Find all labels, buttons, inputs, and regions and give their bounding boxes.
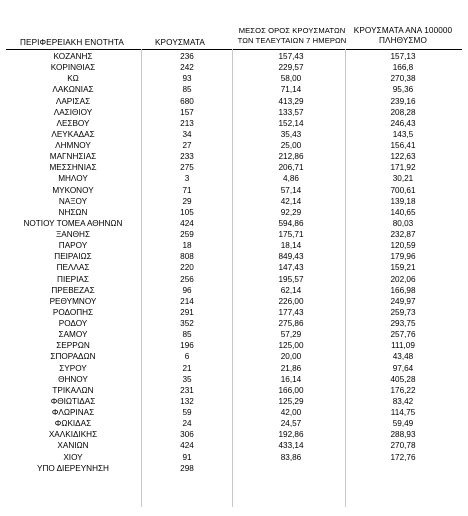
cell-per-100000: 159,21 xyxy=(390,263,416,273)
cell-7day-average: 62,14 xyxy=(280,285,302,295)
cell-cases: 93 xyxy=(182,74,192,84)
cell-cases: 298 xyxy=(180,463,194,473)
cell-per-100000: 120,59 xyxy=(390,241,416,251)
cell-7day-average: 71,14 xyxy=(280,85,302,95)
cell-region: ΧΑΛΚΙΔΙΚΗΣ xyxy=(48,430,98,440)
table-row xyxy=(0,429,468,440)
cell-cases: 34 xyxy=(182,129,192,139)
cell-region: ΜΕΣΣΗΝΙΑΣ xyxy=(49,163,97,173)
cell-cases: 242 xyxy=(180,63,194,73)
table-row xyxy=(0,151,468,162)
cell-region: ΝΟΤΙΟΥ ΤΟΜΕΑ ΑΘΗΝΩΝ xyxy=(23,218,123,228)
cell-7day-average: 57,29 xyxy=(280,330,302,340)
cell-region: ΡΕΘΥΜΝΟΥ xyxy=(49,296,97,306)
cell-per-100000: 97,64 xyxy=(392,363,414,373)
cell-per-100000: 179,96 xyxy=(390,252,416,262)
cell-region: ΦΩΚΙΔΑΣ xyxy=(54,419,92,429)
cell-cases: 59 xyxy=(182,408,192,417)
cell-7day-average: 24,57 xyxy=(280,419,302,429)
cell-region: ΡΟΔΟΠΗΣ xyxy=(52,307,94,317)
cell-7day-average: 175,71 xyxy=(278,230,304,239)
table-row xyxy=(0,207,468,218)
cell-cases: 85 xyxy=(182,85,192,95)
cell-cases: 424 xyxy=(180,218,194,228)
cell-per-100000: 293,75 xyxy=(390,319,416,328)
cell-per-100000: 700,61 xyxy=(390,185,416,195)
cell-region: ΜΗΛΟΥ xyxy=(58,174,88,184)
header-per-100000-line2: ΠΛΗΘΥΣΜΟ xyxy=(379,36,427,45)
cell-cases: 306 xyxy=(180,430,194,440)
table-row xyxy=(0,440,468,451)
cell-per-100000: 232,87 xyxy=(390,230,416,239)
cell-cases: 24 xyxy=(182,419,192,429)
cell-7day-average: 433,14 xyxy=(278,441,304,451)
cell-per-100000: 143,5 xyxy=(392,129,414,139)
table-row xyxy=(0,51,468,62)
cell-per-100000: 171,92 xyxy=(390,163,416,173)
table-row xyxy=(0,385,468,396)
cell-7day-average: 849,43 xyxy=(278,252,304,262)
cell-region: ΝΗΣΩΝ xyxy=(58,207,88,217)
cell-region: ΝΑΞΟΥ xyxy=(58,196,88,206)
table-row xyxy=(0,229,468,240)
header-region: ΠΕΡΙΦΕΡΕΙΑΚΗ ΕΝΟΤΗΤΑ xyxy=(20,38,124,47)
table-row xyxy=(0,374,468,385)
cell-7day-average: 16,14 xyxy=(280,374,302,384)
cell-7day-average: 42,00 xyxy=(280,408,302,417)
cell-cases: 27 xyxy=(182,141,192,150)
cell-region: ΧΙΟΥ xyxy=(63,452,83,462)
cell-region: ΤΡΙΚΑΛΩΝ xyxy=(52,385,94,395)
table-row xyxy=(0,307,468,318)
cell-region: ΜΑΓΝΗΣΙΑΣ xyxy=(49,152,97,162)
cell-cases: 256 xyxy=(180,274,194,284)
cell-per-100000: 43,48 xyxy=(392,352,414,362)
cell-region: ΛΑΡΙΣΑΣ xyxy=(55,96,91,106)
cell-region: ΛΑΣΙΘΙΟΥ xyxy=(53,107,93,117)
table-row xyxy=(0,118,468,129)
table-row xyxy=(0,285,468,296)
cell-per-100000: 95,36 xyxy=(392,85,414,95)
cell-cases: 231 xyxy=(180,385,194,395)
table-row xyxy=(0,363,468,374)
table-row xyxy=(0,73,468,84)
cell-cases: 275 xyxy=(180,163,194,173)
cell-region: ΥΠΟ ΔΙΕΡΕΥΝΗΣΗ xyxy=(37,463,109,473)
cell-7day-average: 83,86 xyxy=(280,452,302,462)
cell-7day-average: 42,14 xyxy=(280,196,302,206)
table-row xyxy=(0,218,468,229)
cell-per-100000: 83,42 xyxy=(392,396,414,406)
header-per-100000-line1: ΚΡΟΥΣΜΑΤΑ ΑΝΑ 100000 xyxy=(353,26,453,35)
cell-7day-average: 133,57 xyxy=(278,107,304,117)
cell-cases: 6 xyxy=(184,352,190,362)
header-7day-average-line1: ΜΕΣΟΣ ΟΡΟΣ ΚΡΟΥΣΜΑΤΩΝ xyxy=(238,26,346,35)
cell-cases: 220 xyxy=(180,263,194,273)
cell-7day-average: 166,00 xyxy=(278,385,304,395)
cell-region: ΡΟΔΟΥ xyxy=(58,319,88,328)
header-divider xyxy=(6,49,462,50)
header-7day-average xyxy=(232,26,352,46)
table-header xyxy=(0,0,468,52)
cell-per-100000: 249,97 xyxy=(390,296,416,306)
cell-region: ΧΑΝΙΩΝ xyxy=(57,441,89,451)
cell-7day-average: 157,43 xyxy=(278,52,304,61)
cell-cases: 35 xyxy=(182,374,192,384)
cell-7day-average: 594,86 xyxy=(278,218,304,228)
cell-cases: 3 xyxy=(184,174,190,184)
table-row xyxy=(0,351,468,362)
cell-7day-average: 25,00 xyxy=(280,141,302,150)
table-row xyxy=(0,240,468,251)
cell-region: ΜΥΚΟΝΟΥ xyxy=(52,185,94,195)
cell-7day-average: 125,29 xyxy=(278,396,304,406)
table-row xyxy=(0,463,468,474)
table-row xyxy=(0,84,468,95)
header-per-100000 xyxy=(344,26,462,46)
cell-per-100000: 172,76 xyxy=(390,452,416,462)
table-row xyxy=(0,296,468,307)
cell-7day-average: 413,29 xyxy=(278,96,304,106)
cell-region: ΚΩ xyxy=(67,74,79,84)
table-row xyxy=(0,407,468,418)
cell-region: ΛΑΚΩΝΙΑΣ xyxy=(52,85,94,95)
cell-cases: 71 xyxy=(182,185,192,195)
cell-cases: 18 xyxy=(182,241,192,251)
cell-region: ΣΕΡΡΩΝ xyxy=(56,341,90,351)
header-cases: ΚΡΟΥΣΜΑΤΑ xyxy=(155,38,205,47)
cell-region: ΣΠΟΡΑΔΩΝ xyxy=(50,352,96,362)
cell-region: ΛΕΥΚΑΔΑΣ xyxy=(51,129,95,139)
cell-7day-average: 35,43 xyxy=(280,129,302,139)
table-row xyxy=(0,196,468,207)
table-body xyxy=(0,51,468,474)
cell-cases: 291 xyxy=(180,307,194,317)
table-row xyxy=(0,262,468,273)
cell-cases: 91 xyxy=(182,452,192,462)
cell-cases: 680 xyxy=(180,96,194,106)
cell-per-100000: 259,73 xyxy=(390,307,416,317)
cell-cases: 196 xyxy=(180,341,194,351)
cell-7day-average: 229,57 xyxy=(278,63,304,73)
cell-per-100000: 30,21 xyxy=(392,174,414,184)
cell-7day-average: 57,14 xyxy=(280,185,302,195)
cell-per-100000: 270,38 xyxy=(390,74,416,84)
cell-cases: 424 xyxy=(180,441,194,451)
table-row xyxy=(0,274,468,285)
cell-per-100000: 239,16 xyxy=(390,96,416,106)
cell-7day-average: 275,86 xyxy=(278,319,304,328)
cell-7day-average: 21,86 xyxy=(280,363,302,373)
cell-cases: 214 xyxy=(180,296,194,306)
cell-7day-average: 152,14 xyxy=(278,118,304,128)
cell-region: ΣΥΡΟΥ xyxy=(59,363,87,373)
cell-per-100000: 156,41 xyxy=(390,141,416,150)
table-row xyxy=(0,340,468,351)
cell-region: ΛΕΣΒΟΥ xyxy=(56,118,90,128)
table-row xyxy=(0,96,468,107)
cell-region: ΦΘΙΩΤΙΔΑΣ xyxy=(50,396,96,406)
table-row xyxy=(0,251,468,262)
cell-cases: 236 xyxy=(180,52,194,61)
cell-per-100000: 270,78 xyxy=(390,441,416,451)
cell-cases: 213 xyxy=(180,118,194,128)
cell-cases: 105 xyxy=(180,207,194,217)
table-row xyxy=(0,162,468,173)
cell-region: ΠΕΙΡΑΙΩΣ xyxy=(54,252,92,262)
cell-per-100000: 176,22 xyxy=(390,385,416,395)
cell-per-100000: 139,18 xyxy=(390,196,416,206)
cell-7day-average: 92,29 xyxy=(280,207,302,217)
cell-per-100000: 166,98 xyxy=(390,285,416,295)
cell-cases: 96 xyxy=(182,285,192,295)
table-row xyxy=(0,452,468,463)
cell-cases: 259 xyxy=(180,230,194,239)
cell-region: ΠΡΕΒΕΖΑΣ xyxy=(51,285,95,295)
cell-per-100000: 111,09 xyxy=(391,341,415,351)
cell-per-100000: 59,49 xyxy=(392,419,414,429)
table-row xyxy=(0,107,468,118)
cell-cases: 132 xyxy=(180,396,194,406)
table-row xyxy=(0,129,468,140)
cell-7day-average: 147,43 xyxy=(278,263,304,273)
cell-cases: 352 xyxy=(180,319,194,328)
cell-7day-average: 125,00 xyxy=(278,341,304,351)
cell-cases: 29 xyxy=(182,196,192,206)
cell-region: ΠΑΡΟΥ xyxy=(58,241,88,251)
cell-7day-average: 206,71 xyxy=(278,163,304,173)
cell-cases: 233 xyxy=(180,152,194,162)
cell-region: ΘΗΝΟΥ xyxy=(58,374,88,384)
cell-per-100000: 122,63 xyxy=(390,152,416,162)
table-row xyxy=(0,396,468,407)
cell-7day-average: 226,00 xyxy=(278,296,304,306)
header-7day-average-line2: ΤΩΝ ΤΕΛΕΥΤΑΙΩΝ 7 ΗΜΕΡΩΝ xyxy=(237,36,347,45)
cell-7day-average: 20,00 xyxy=(280,352,302,362)
table-row xyxy=(0,173,468,184)
cell-per-100000: 140,65 xyxy=(390,207,416,217)
cell-per-100000: 80,03 xyxy=(392,218,414,228)
cell-per-100000: 114,75 xyxy=(390,408,416,417)
cell-per-100000: 166,8 xyxy=(392,63,414,73)
cell-region: ΞΑΝΘΗΣ xyxy=(55,230,91,239)
cell-region: ΣΑΜΟΥ xyxy=(58,330,88,340)
table-row xyxy=(0,418,468,429)
cell-per-100000: 202,06 xyxy=(390,274,416,284)
cell-7day-average: 18,14 xyxy=(280,241,302,251)
cell-7day-average: 195,57 xyxy=(278,274,304,284)
cell-region: ΛΗΜΝΟΥ xyxy=(55,141,91,150)
cell-region: ΠΕΛΛΑΣ xyxy=(56,263,90,273)
cell-7day-average: 212,86 xyxy=(278,152,304,162)
table-row xyxy=(0,185,468,196)
table-row xyxy=(0,140,468,151)
cell-per-100000: 405,28 xyxy=(390,374,416,384)
cell-per-100000: 157,13 xyxy=(390,52,416,61)
cell-cases: 808 xyxy=(180,252,194,262)
cell-7day-average: 177,43 xyxy=(278,307,304,317)
table-row xyxy=(0,62,468,73)
cell-per-100000: 208,28 xyxy=(390,107,416,117)
cell-per-100000: 288,93 xyxy=(390,430,416,440)
cell-per-100000: 246,43 xyxy=(390,118,416,128)
cell-per-100000: 257,76 xyxy=(390,330,416,340)
cell-region: ΚΟΡΙΝΘΙΑΣ xyxy=(50,63,96,73)
table-row xyxy=(0,318,468,329)
cell-cases: 157 xyxy=(180,107,194,117)
cell-region: ΠΙΕΡΙΑΣ xyxy=(57,274,89,284)
cell-cases: 85 xyxy=(182,330,192,340)
cell-7day-average: 58,00 xyxy=(280,74,302,84)
table-row xyxy=(0,329,468,340)
cell-7day-average: 192,86 xyxy=(278,430,304,440)
cell-7day-average: 4,86 xyxy=(283,174,299,184)
cell-region: ΚΟΖΑΝΗΣ xyxy=(53,52,93,61)
cell-cases: 21 xyxy=(182,363,192,373)
cell-region: ΦΛΩΡΙΝΑΣ xyxy=(51,408,95,417)
